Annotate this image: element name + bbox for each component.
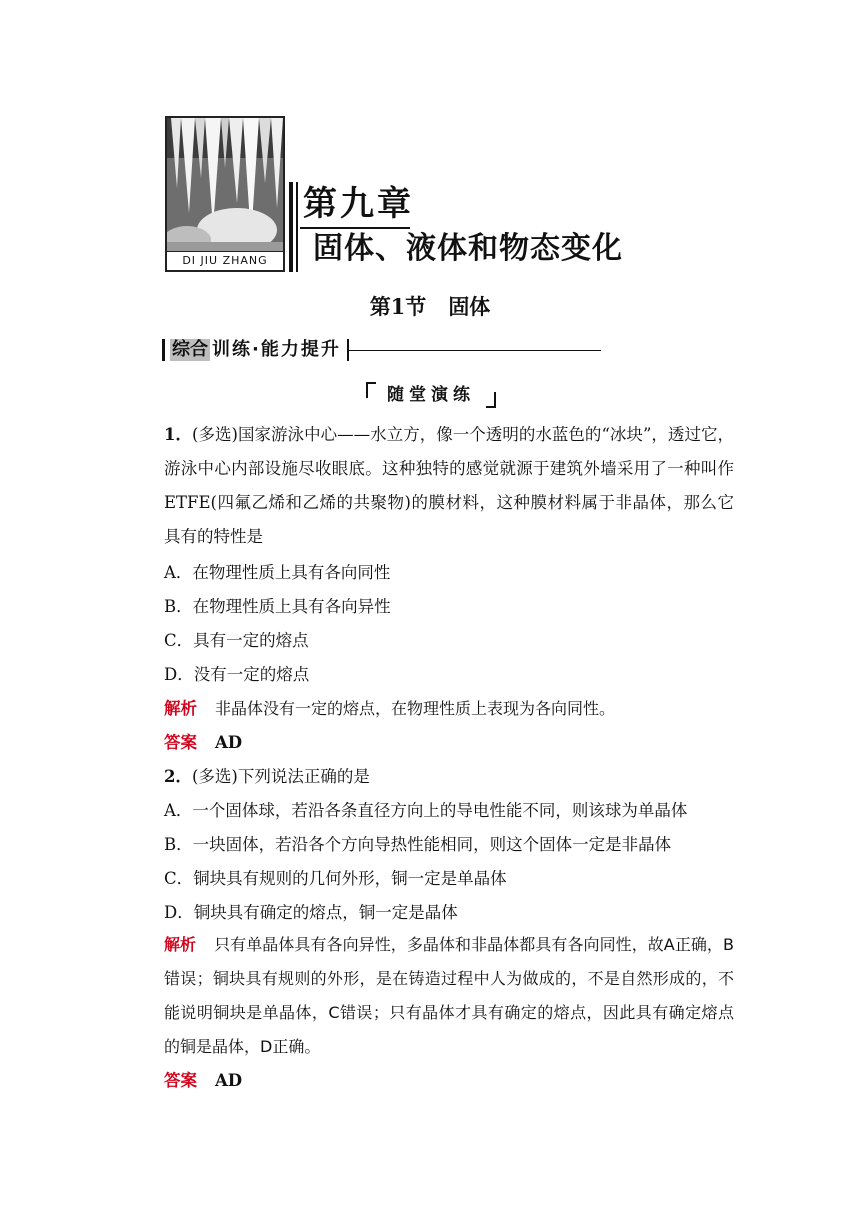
question-1-stem [164,418,734,554]
question-2-option-b: B．一块固体，若沿各个方向导热性能相同，则这个固体一定是非晶体 [164,835,672,854]
question-2-option-c: C．铜块具有规则的几何外形，铜一定是单晶体 [164,869,507,888]
answer-label-2: 答案 [164,1071,197,1090]
question-1-analysis [164,692,615,726]
chapter-title: 固体、液体和物态变化 [313,231,623,266]
question-1-option-c: C．具有一定的熔点 [164,631,309,650]
section-name: 固体 [448,294,491,319]
banner-text: 训练·能力提升 [212,339,341,360]
exercise-banner [162,338,601,362]
bracket-bottom-right [486,392,496,408]
question-2-answer [164,1064,242,1098]
analysis-label: 解析 [164,699,197,718]
section-number: 第1节 [369,294,427,319]
header-divider-thick [289,182,293,272]
question-2-number: 2． [164,767,192,786]
banner-bar [162,339,165,361]
question-2-analysis-text: 只有单晶体具有各向异性，多晶体和非晶体都具有各向同性，故A正确，B错误；铜块具有规则的外形，是在铸造过程中人为做成的，不是自然形成的，不能说明铜块是单晶体，C错误；只有晶体才具有确定的熔点，因此具有确定熔点的铜是晶体，D正确。 [164,935,734,1056]
question-2-text: (多选)下列说法正确的是 [191,767,370,786]
question-2-stem [164,760,370,794]
question-1-answer-value: AD [215,733,243,752]
banner-highlight: 综合 [172,339,208,360]
question-1-option-a: A．在物理性质上具有各向同性 [164,563,391,582]
icicle-image [167,118,283,252]
practice-tag-label: 随堂演练 [387,385,475,405]
question-2-answer-value: AD [215,1071,243,1090]
bracket-top-left [366,382,376,398]
chapter-photo-caption: DI JIU ZHANG [167,251,283,270]
section-title [0,292,860,322]
question-2-option-d: D．铜块具有确定的熔点，铜一定是晶体 [164,903,458,922]
question-1-analysis-text: 非晶体没有一定的熔点，在物理性质上表现为各向同性。 [215,699,616,718]
question-1-text: (多选)国家游泳中心——水立方，像一个透明的水蓝色的“冰块”，透过它，游泳中心内部设施尽收眼底。这种独特的感觉就源于建筑外墙采用了一种叫作ETFE(四氟乙烯和乙烯的共聚物)的膜材料，这种膜材料属于非晶体，那么它具有的特性是 [164,425,734,546]
question-1-option-d: D．没有一定的熔点 [164,665,310,684]
chapter-rule [300,227,410,229]
question-2-analysis [164,928,734,1064]
question-1-answer [164,726,242,760]
chapter-cover-photo [165,116,285,272]
banner-rule [349,350,601,351]
question-1-option-b: B．在物理性质上具有各向异性 [164,597,391,616]
chapter-number: 第九章 [303,184,414,224]
analysis-label-2: 解析 [164,935,197,954]
practice-tag [366,380,496,410]
question-2-option-a: A．一个固体球，若沿各条直径方向上的导电性能不同，则该球为单晶体 [164,801,688,820]
header-divider-thin [296,182,298,272]
question-1-number: 1． [164,425,193,444]
answer-label: 答案 [164,733,197,752]
